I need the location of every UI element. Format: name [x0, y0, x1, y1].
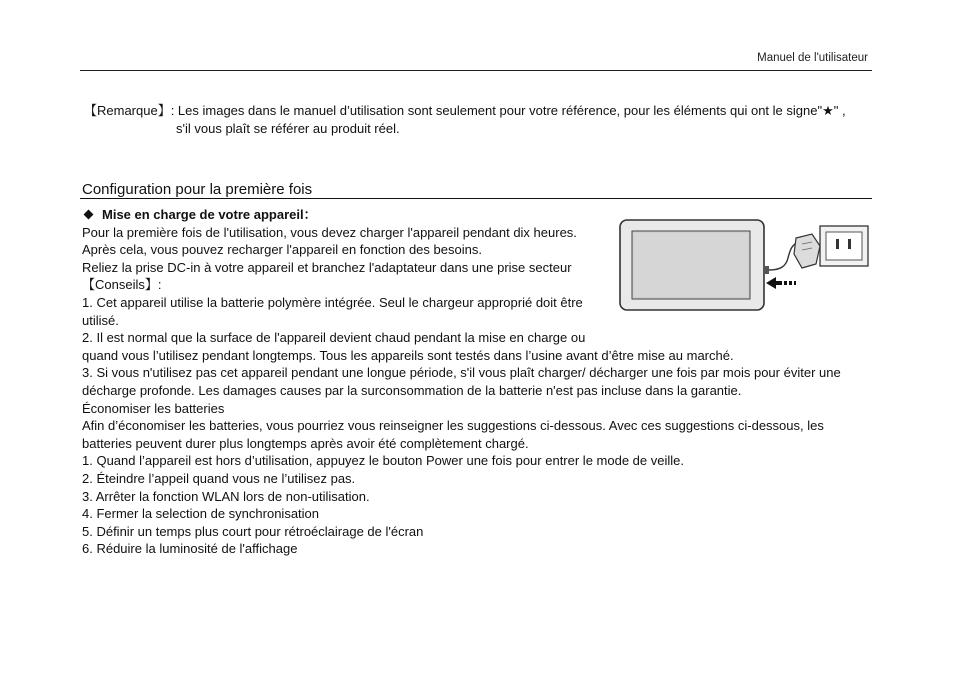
- diamond-bullet-icon: [84, 210, 94, 220]
- body-line: 1. Quand l’appareil est hors d’utilisation, appuyez le bouton Power une fois pour entrer le mode de veille.: [82, 453, 684, 469]
- power-adapter-icon: [794, 234, 820, 268]
- body-line: 3. Arrêter la fonction WLAN lors de non-utilisation.: [82, 488, 370, 504]
- arrow-left-icon: [766, 277, 796, 289]
- remark-line-2: s'il vous plaît se référer au produit réel.: [176, 121, 400, 136]
- body-line: 3. Si vous n'utilisez pas cet appareil pendant une longue période, s'il vous plaît charger/ décharger une fois par mois pour éviter une: [82, 365, 841, 381]
- bullet-heading: Mise en charge de votre appareil：: [102, 207, 317, 222]
- body-line: 6. Réduire la luminosité de l'affichage: [82, 541, 298, 557]
- section-divider: [80, 198, 872, 199]
- body-line: 4. Fermer la selection de synchronisation: [82, 506, 320, 522]
- body-line: 【Conseils】:: [82, 277, 162, 293]
- remark-line-1: Les images dans le manuel d’utilisation sont seulement pour votre référence, pour les éléments qui ont le signe"★" ,: [177, 103, 846, 118]
- body-line: Afin d’économiser les batteries, vous pourriez vous reinseigner les suggestions ci-dessous. Avec ces suggestions ci-dessous, les: [82, 418, 824, 434]
- tablet-charging-illustration: [616, 214, 872, 326]
- body-line: Économiser les batteries: [82, 400, 225, 416]
- section-title: Configuration pour la première fois: [82, 181, 313, 198]
- body-line: 2. Éteindre l’appeil quand vous ne l’utilisez pas.: [82, 470, 356, 486]
- body-line: 5. Définir un temps plus court pour rétroéclairage de l'écran: [82, 523, 424, 539]
- body-line: Reliez la prise DC-in à votre appareil et branchez l'adaptateur dans une prise secteur: [82, 259, 572, 275]
- remark-tag: 【Remarque】:: [84, 103, 178, 118]
- body-line: décharge profonde. Les damages causes par la surconsommation de la batterie n'est pas incluse dans la garantie.: [82, 382, 742, 398]
- body-line: Après cela, vous pouvez recharger l'appareil en fonction des besoins.: [82, 242, 482, 258]
- remark-note: [84, 102, 874, 138]
- header-divider: [80, 70, 872, 71]
- body-line: batteries peuvent durer plus longtemps après avoir été complètement chargé.: [82, 435, 529, 451]
- body-line: quand vous l’utilisez pendant longtemps. Tous les appareils sont testés dans l’usine avant d’être mise au marché.: [82, 347, 734, 363]
- page-header-title: Manuel de l'utilisateur: [757, 52, 868, 64]
- body-line: utilisé.: [82, 312, 119, 328]
- body-line: Pour la première fois de l'utilisation, vous devez charger l'appareil pendant dix heures.: [82, 224, 577, 240]
- body-line: 2. Il est normal que la surface de l'appareil devient chaud pendant la mise en charge ou: [82, 330, 586, 346]
- body-line: 1. Cet appareil utilise la batterie polymère intégrée. Seul le chargeur approprié doit être: [82, 294, 583, 310]
